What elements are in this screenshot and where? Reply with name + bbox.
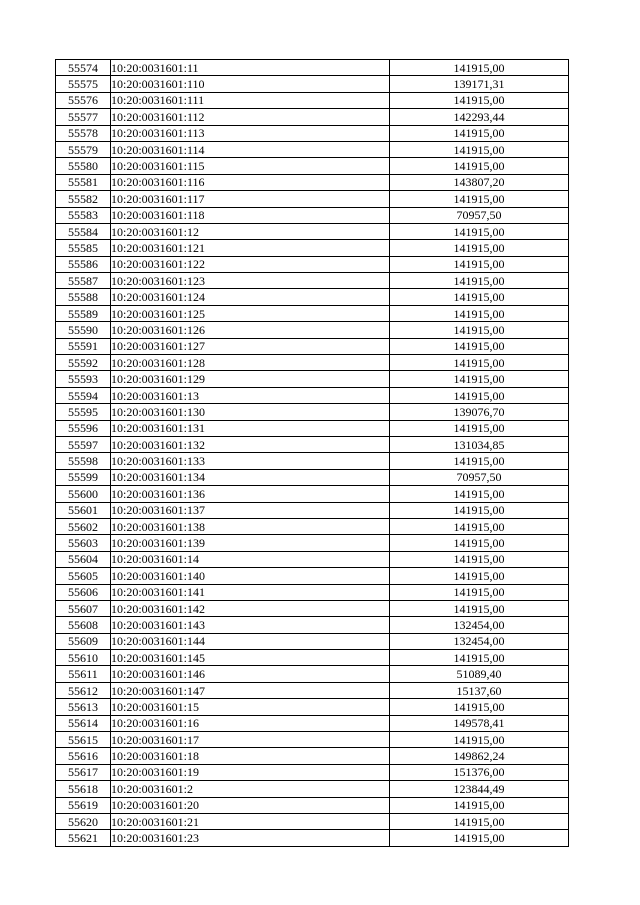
row-number-cell: 55613	[56, 699, 111, 715]
row-number-cell: 55593	[56, 371, 111, 387]
cadastral-number-cell: 10:20:0031601:14	[111, 551, 390, 567]
cadastral-number-cell: 10:20:0031601:140	[111, 568, 390, 584]
cadastral-value-cell: 141915,00	[390, 305, 569, 321]
cadastral-value-cell: 131034,85	[390, 436, 569, 452]
row-number-cell: 55594	[56, 387, 111, 403]
row-number-cell: 55597	[56, 436, 111, 452]
cadastral-value-cell: 141915,00	[390, 813, 569, 829]
cadastral-number-cell: 10:20:0031601:15	[111, 699, 390, 715]
row-number-cell: 55582	[56, 191, 111, 207]
cadastral-number-cell: 10:20:0031601:147	[111, 682, 390, 698]
cadastral-value-cell: 141915,00	[390, 92, 569, 108]
cadastral-value-cell: 141915,00	[390, 355, 569, 371]
cadastral-value-cell: 141915,00	[390, 371, 569, 387]
row-number-cell: 55617	[56, 764, 111, 780]
cadastral-number-cell: 10:20:0031601:21	[111, 813, 390, 829]
cadastral-value-cell: 132454,00	[390, 617, 569, 633]
cadastral-number-cell: 10:20:0031601:16	[111, 715, 390, 731]
row-number-cell: 55615	[56, 732, 111, 748]
table-row	[56, 338, 569, 354]
cadastral-number-cell: 10:20:0031601:114	[111, 141, 390, 157]
cadastral-number-cell: 10:20:0031601:141	[111, 584, 390, 600]
table-row	[56, 813, 569, 829]
table-row	[56, 666, 569, 682]
cadastral-number-cell: 10:20:0031601:127	[111, 338, 390, 354]
cadastral-value-cell: 141915,00	[390, 535, 569, 551]
cadastral-value-cell: 132454,00	[390, 633, 569, 649]
row-number-cell: 55589	[56, 305, 111, 321]
cadastral-number-cell: 10:20:0031601:2	[111, 781, 390, 797]
cadastral-number-cell: 10:20:0031601:143	[111, 617, 390, 633]
cadastral-number-cell: 10:20:0031601:110	[111, 76, 390, 92]
table-row	[56, 502, 569, 518]
cadastral-value-cell: 141915,00	[390, 256, 569, 272]
cadastral-value-cell: 139171,31	[390, 76, 569, 92]
table-row	[56, 420, 569, 436]
cadastral-value-cell: 143807,20	[390, 174, 569, 190]
table-row	[56, 715, 569, 731]
cadastral-number-cell: 10:20:0031601:115	[111, 158, 390, 174]
table-row	[56, 650, 569, 666]
row-number-cell: 55612	[56, 682, 111, 698]
cadastral-number-cell: 10:20:0031601:130	[111, 404, 390, 420]
cadastral-number-cell: 10:20:0031601:112	[111, 109, 390, 125]
cadastral-number-cell: 10:20:0031601:111	[111, 92, 390, 108]
cadastral-value-cell: 70957,50	[390, 207, 569, 223]
table-row	[56, 518, 569, 534]
cadastral-value-cell: 149578,41	[390, 715, 569, 731]
cadastral-number-cell: 10:20:0031601:145	[111, 650, 390, 666]
row-number-cell: 55609	[56, 633, 111, 649]
table-row	[56, 256, 569, 272]
cadastral-value-cell: 149862,24	[390, 748, 569, 764]
cadastral-value-cell: 141915,00	[390, 650, 569, 666]
table-row	[56, 797, 569, 813]
row-number-cell: 55575	[56, 76, 111, 92]
row-number-cell: 55579	[56, 141, 111, 157]
row-number-cell: 55592	[56, 355, 111, 371]
cadastral-number-cell: 10:20:0031601:132	[111, 436, 390, 452]
table-row	[56, 125, 569, 141]
row-number-cell: 55619	[56, 797, 111, 813]
table-row	[56, 174, 569, 190]
row-number-cell: 55611	[56, 666, 111, 682]
cadastral-value-cell: 141915,00	[390, 338, 569, 354]
table-row	[56, 305, 569, 321]
table-row	[56, 830, 569, 846]
cadastral-number-cell: 10:20:0031601:137	[111, 502, 390, 518]
cadastral-number-cell: 10:20:0031601:134	[111, 469, 390, 485]
cadastral-value-cell: 15137,60	[390, 682, 569, 698]
cadastral-value-cell: 151376,00	[390, 764, 569, 780]
cadastral-value-cell: 141915,00	[390, 420, 569, 436]
row-number-cell: 55577	[56, 109, 111, 125]
table-row	[56, 158, 569, 174]
cadastral-number-cell: 10:20:0031601:123	[111, 273, 390, 289]
cadastral-number-cell: 10:20:0031601:17	[111, 732, 390, 748]
table-row	[56, 207, 569, 223]
row-number-cell: 55600	[56, 486, 111, 502]
cadastral-number-cell: 10:20:0031601:129	[111, 371, 390, 387]
table-row	[56, 141, 569, 157]
cadastral-number-cell: 10:20:0031601:124	[111, 289, 390, 305]
cadastral-number-cell: 10:20:0031601:144	[111, 633, 390, 649]
table-row	[56, 92, 569, 108]
table-row	[56, 453, 569, 469]
row-number-cell: 55591	[56, 338, 111, 354]
cadastral-value-cell: 123844,49	[390, 781, 569, 797]
cadastral-number-cell: 10:20:0031601:19	[111, 764, 390, 780]
cadastral-value-cell: 141915,00	[390, 60, 569, 76]
cadastral-value-cell: 141915,00	[390, 158, 569, 174]
row-number-cell: 55610	[56, 650, 111, 666]
cadastral-value-cell: 141915,00	[390, 240, 569, 256]
cadastral-value-cell: 141915,00	[390, 289, 569, 305]
cadastral-value-cell: 141915,00	[390, 797, 569, 813]
cadastral-value-cell: 141915,00	[390, 568, 569, 584]
table-row	[56, 273, 569, 289]
table-body	[56, 60, 569, 847]
table-row	[56, 682, 569, 698]
row-number-cell: 55607	[56, 600, 111, 616]
cadastral-number-cell: 10:20:0031601:146	[111, 666, 390, 682]
cadastral-value-cell: 141915,00	[390, 600, 569, 616]
row-number-cell: 55584	[56, 223, 111, 239]
cadastral-value-cell: 141915,00	[390, 699, 569, 715]
cadastral-number-cell: 10:20:0031601:12	[111, 223, 390, 239]
cadastral-number-cell: 10:20:0031601:138	[111, 518, 390, 534]
cadastral-value-cell: 141915,00	[390, 518, 569, 534]
cadastral-number-cell: 10:20:0031601:11	[111, 60, 390, 76]
cadastral-value-cell: 141915,00	[390, 584, 569, 600]
row-number-cell: 55601	[56, 502, 111, 518]
table-row	[56, 486, 569, 502]
table-row	[56, 764, 569, 780]
cadastral-number-cell: 10:20:0031601:139	[111, 535, 390, 551]
table-row	[56, 240, 569, 256]
table-row	[56, 633, 569, 649]
table-row	[56, 732, 569, 748]
row-number-cell: 55578	[56, 125, 111, 141]
cadastral-value-cell: 141915,00	[390, 830, 569, 846]
cadastral-value-cell: 141915,00	[390, 551, 569, 567]
table-row	[56, 600, 569, 616]
row-number-cell: 55616	[56, 748, 111, 764]
cadastral-number-cell: 10:20:0031601:116	[111, 174, 390, 190]
table-row	[56, 223, 569, 239]
table-row	[56, 371, 569, 387]
table-row	[56, 289, 569, 305]
cadastral-value-cell: 141915,00	[390, 191, 569, 207]
table-row	[56, 568, 569, 584]
row-number-cell: 55614	[56, 715, 111, 731]
row-number-cell: 55618	[56, 781, 111, 797]
cadastral-value-cell: 141915,00	[390, 125, 569, 141]
table-row	[56, 584, 569, 600]
row-number-cell: 55588	[56, 289, 111, 305]
table-row	[56, 191, 569, 207]
row-number-cell: 55620	[56, 813, 111, 829]
cadastral-number-cell: 10:20:0031601:117	[111, 191, 390, 207]
table-row	[56, 76, 569, 92]
cadastral-number-cell: 10:20:0031601:122	[111, 256, 390, 272]
cadastral-value-cell: 139076,70	[390, 404, 569, 420]
row-number-cell: 55621	[56, 830, 111, 846]
row-number-cell: 55596	[56, 420, 111, 436]
cadastral-value-cell: 141915,00	[390, 502, 569, 518]
cadastral-value-cell: 141915,00	[390, 273, 569, 289]
cadastral-number-cell: 10:20:0031601:131	[111, 420, 390, 436]
cadastral-value-cell: 51089,40	[390, 666, 569, 682]
row-number-cell: 55604	[56, 551, 111, 567]
row-number-cell: 55599	[56, 469, 111, 485]
table-row	[56, 387, 569, 403]
row-number-cell: 55581	[56, 174, 111, 190]
table-row	[56, 551, 569, 567]
table-row	[56, 699, 569, 715]
row-number-cell: 55586	[56, 256, 111, 272]
table-row	[56, 109, 569, 125]
cadastral-value-cell: 141915,00	[390, 387, 569, 403]
cadastral-number-cell: 10:20:0031601:126	[111, 322, 390, 338]
row-number-cell: 55583	[56, 207, 111, 223]
cadastral-number-cell: 10:20:0031601:23	[111, 830, 390, 846]
cadastral-value-cell: 141915,00	[390, 141, 569, 157]
table-row	[56, 469, 569, 485]
cadastral-number-cell: 10:20:0031601:121	[111, 240, 390, 256]
row-number-cell: 55598	[56, 453, 111, 469]
cadastral-number-cell: 10:20:0031601:136	[111, 486, 390, 502]
cadastral-value-cell: 141915,00	[390, 453, 569, 469]
cadastral-number-cell: 10:20:0031601:118	[111, 207, 390, 223]
cadastral-value-cell: 70957,50	[390, 469, 569, 485]
cadastral-number-cell: 10:20:0031601:133	[111, 453, 390, 469]
row-number-cell: 55580	[56, 158, 111, 174]
table-row	[56, 60, 569, 76]
cadastral-number-cell: 10:20:0031601:18	[111, 748, 390, 764]
row-number-cell: 55602	[56, 518, 111, 534]
cadastral-value-table	[55, 59, 569, 847]
row-number-cell: 55605	[56, 568, 111, 584]
table-row	[56, 355, 569, 371]
row-number-cell: 55585	[56, 240, 111, 256]
table-row	[56, 781, 569, 797]
row-number-cell: 55587	[56, 273, 111, 289]
row-number-cell: 55574	[56, 60, 111, 76]
table-row	[56, 748, 569, 764]
table-row	[56, 322, 569, 338]
row-number-cell: 55606	[56, 584, 111, 600]
table-row	[56, 535, 569, 551]
cadastral-number-cell: 10:20:0031601:20	[111, 797, 390, 813]
row-number-cell: 55603	[56, 535, 111, 551]
cadastral-number-cell: 10:20:0031601:125	[111, 305, 390, 321]
cadastral-number-cell: 10:20:0031601:142	[111, 600, 390, 616]
cadastral-value-cell: 141915,00	[390, 486, 569, 502]
table-row	[56, 404, 569, 420]
row-number-cell: 55595	[56, 404, 111, 420]
cadastral-number-cell: 10:20:0031601:113	[111, 125, 390, 141]
cadastral-value-cell: 141915,00	[390, 223, 569, 239]
row-number-cell: 55590	[56, 322, 111, 338]
cadastral-value-cell: 141915,00	[390, 732, 569, 748]
cadastral-value-cell: 141915,00	[390, 322, 569, 338]
table-row	[56, 617, 569, 633]
cadastral-number-cell: 10:20:0031601:13	[111, 387, 390, 403]
row-number-cell: 55576	[56, 92, 111, 108]
row-number-cell: 55608	[56, 617, 111, 633]
table-row	[56, 436, 569, 452]
cadastral-value-cell: 142293,44	[390, 109, 569, 125]
cadastral-number-cell: 10:20:0031601:128	[111, 355, 390, 371]
